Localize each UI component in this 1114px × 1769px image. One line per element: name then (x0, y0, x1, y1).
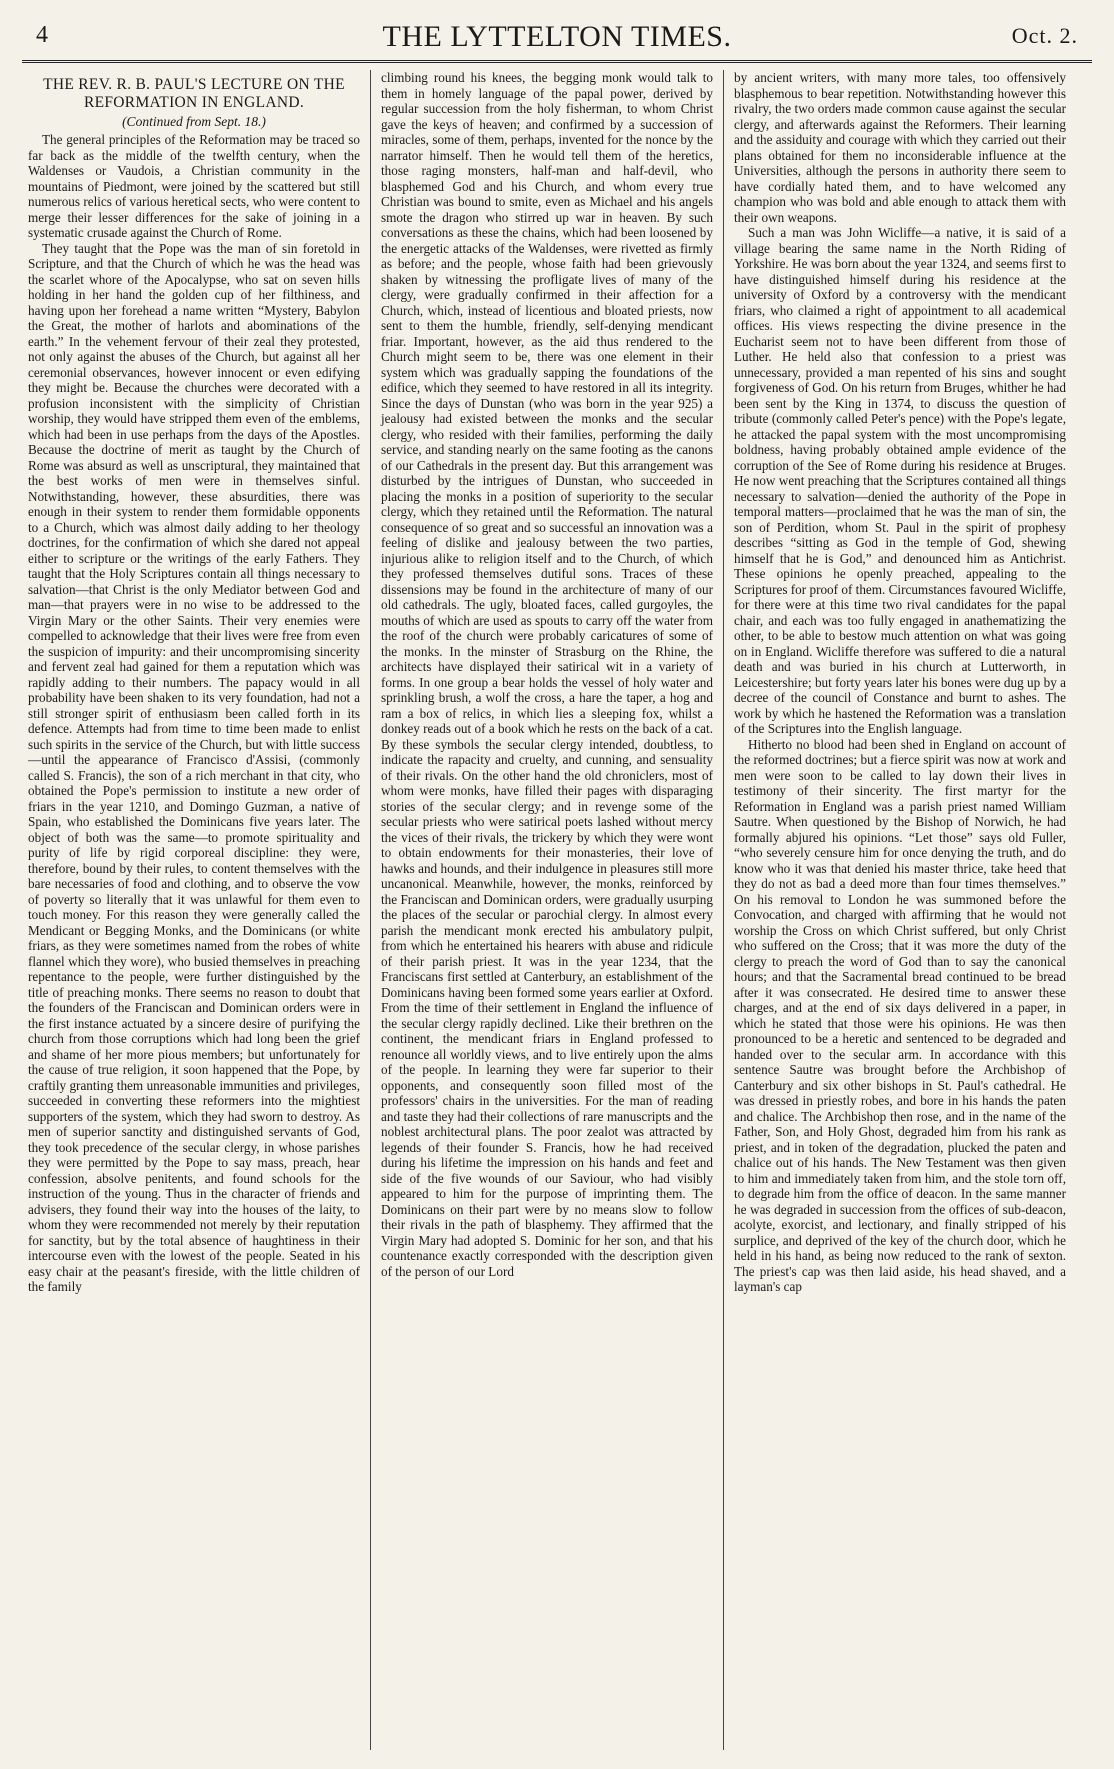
paragraph: They taught that the Pope was the man of sin foretold in Scripture, and that the Church of which he was the head was the scarlet whore of the Apocalypse, who sat on seven hills holding in her hand the golden cup of her filthiness, and having upon her forehead a name written “Mystery, Babylon the Great, the mother of harlots and abominations of the earth.” In the vehement fervour of their zeal they protested, not only against the abuses of the Church, but against all her ceremonial observances, however innocent or even edifying they might be. Because the churches were decorated with a profusion inconsistent with the simplicity of Christian worship, they would have stripped them even of the emblems, which had been in use perhaps from the days of the Apostles. Because the doctrine of merit as taught by the Church of Rome was absurd as well as unscriptural, they maintained that the best works of men were in themselves sinful. Notwithstanding, however, these absurdities, there was enough in their system to render them formidable opponents to a Church, which was almost daily adding to her theology doctrines, for the confirmation of which she dared not appeal either to scripture or the writings of the early Fathers. They taught that the Holy Scriptures contain all things necessary to salvation—that Christ is the only Mediator between God and man—that prayers were in no wise to be addressed to the Virgin Mary or the other Saints. Their very enemies were compelled to acknowledge that their lives were free from even the suspicion of impurity: and their uncompromising sincerity and fervent zeal had gained for them a reputation which was rapidly adding to their numbers. The papacy would in all probability have been shaken to its very foundation, had not a still stronger spirit of enthusiasm been called forth in its defence. Attempts had from time to time been made to enlist such spirits in the service of the Church, but with little success—until the appearance of Francisco d'Assisi, (commonly called S. Francis), the son of a rich merchant in that city, who obtained the Pope's permission to institute a new order of friars in the year 1210, and Domingo Guzman, a native of Spain, who established the Dominicans five years later. The object of both was the same—to promote spirituality and purity of life by rigid corporeal discipline: they were, therefore, bound by their rules, to content themselves with the bare necessaries of food and clothing, and to observe the vow of poverty so literally that it was unlawful for them even to touch money. For this reason they were generally called the Mendicant or Begging Monks, and the Dominicans (or white friars, as they were sometimes named from the robes of white flannel which they wore), who busied themselves in preaching repentance to the people, were further distinguished by the title of preaching monks. There seems no reason to doubt that the founders of the Franciscan and Dominican orders were in the first instance actuated by a sincere desire of purifying the church from those corruptions which had long been the grief and shame of her more pious members; but unfortunately for the cause of true religion, it soon happened that the Pope, by craftily granting them unreasonable immunities and privileges, succeeded in converting these reformers into the mightiest supporters of the system, which they had sworn to destroy. As men of superior sanctity and distinguished servants of God, they took precedence of the secular clergy, in whose parishes they were permitted by the Pope to say mass, preach, hear confession, absolve penitents, and found schools for the instruction of the young. Thus in the character of friends and advisers, they found their way into the houses of the laity, to whom they were recommended not merely by their reputation for sanctity, but by the total absence of haughtiness in their intercourse even with the lowest of the people. Seated in his easy chair at the peasant's fireside, with the little children of the family (28, 240, 360, 1294)
paragraph: climbing round his knees, the begging monk would talk to them in homely language of the papal power, derived by regular succession from the holy fisherman, to whom Christ gave the keys of heaven; and confirmed by a succession of miracles, some of them, perhaps, invented for the nonce by the narrator himself. Then he would tell them of the heretics, those raging monsters, half-man and half-devil, who blasphemed God and his Church, and whom every true Christian was bound to smite, even as Michael and his angels smote the dragon who stirred up war in heaven. By such conversations as these the chains, which had been loosened by the energetic attacks of the Waldenses, were rivetted as firmly as before; and the people, whose faith had been grievously shaken by witnessing the profligate lives of many of the clergy, were gradually confirmed in their affection for a Church, which, instead of licentious and bloated priests, now sent to them the humble, friendly, self-denying mendicant friar. Important, however, as the aid thus rendered to the Church might seem to be, there was one element in their system which was gradually sapping the foundations of the edifice, which they seemed to have restored in all its integrity. Since the days of Dunstan (who was born in the year 925) a jealousy had existed between the monks and the secular clergy, who resided with their families, performing the daily service, and standing nearly on the same footing as the canons of our Cathedrals in the present day. But this arrangement was disturbed by the intrigues of Dunstan, who succeeded in placing the monks in a position of superiority to the secular clergy, which they retained until the Reformation. The natural consequence of so great and so successful an innovation was a feeling of dislike and jealousy between the two parties, injurious alike to religion itself and to the Church, of which they professed themselves dutiful sons. Traces of these dissensions may be found in the architecture of many of our old cathedrals. The ugly, bloated faces, called gurgoyles, the mouths of which are used as spouts to carry off the water from the roof of the church were probably caricatures of some of the monks. In the minster of Strasburg on the Rhine, the architects have displayed their satirical wit in a variety of forms. In one group a bear holds the vessel of holy water and sprinkling brush, a wolf the cross, a hare the taper, a hog and ram a box of relics, in which lies a sleeping fox, whilst a donkey reads out of a book which he rests on the back of a cat. By these symbols the secular clergy intended, doubtless, to indicate the rapacity and cruelty, and cunning, and sensuality of their rivals. On the other hand the old chroniclers, most of whom were monks, have filled their pages with disparaging stories of the secular clergy; and in revenge some of the secular priests who were satirical poets lashed without mercy the vices of their rivals, the trickery by which they were wont to obtain endowments for their monasteries, their love of hawks and hounds, and their indulgence in pleasures still more uncanonical. Meanwhile, however, the monks, reinforced by the Franciscan and Dominican orders, were gradually usurping the places of the secular or parochial clergy. In almost every parish the mendicant monk erected his ambulatory pulpit, from which he entertained his hearers with abuse and ridicule of their parish priest. It was in the year 1234, that the Franciscans first settled at Canterbury, an establishment of the Dominicans having been formed some years earlier at Oxford. From the time of their settlement in England the influence of the secular clergy rapidly declined. Like their brethren on the continent, the mendicant friars in England professed to renounce all worldly views, and to live entirely upon the alms of the people. In learning they were far superior to their opponents, and consequently soon filled most of the professors' chairs in the universities. For the man of reading and taste they had their collections of rare manuscripts and the noblest architectural plans. The poor zealot was attracted by legends of their founder S. Francis, how he had received during his lifetime the impression on his hands and feet and side of the five wounds of our Saviour, who had visibly appeared to him for the purpose of imprinting them. The Dominicans on their part were by no means slow to follow their rivals in the path of blasphemy. They affirmed that the Virgin Mary had adopted S. Dominic for her son, and that his countenance exactly corresponded with the description given of the person of our Lord (381, 70, 713, 1279)
article-headline: THE REV. R. B. PAUL'S LECTURE ON THE REFORMATION IN ENGLAND. (43, 76, 345, 111)
article-columns (22, 70, 1092, 1750)
paragraph: Such a man was John Wicliffe—a native, it is said of a village bearing the same name in the North Riding of Yorkshire. He was born about the year 1324, and seems first to have distinguished himself during his residence at the university of Oxford by a controversy with the mendicant friars, who claimed a right of appointment to all academical offices. His views respecting the divine presence in the Eucharist seem not to have been different from those of Luther. He held also that confession to a priest was unnecessary, provided a man repented of his sins and sought forgiveness of God. On his return from Bruges, whither he had been sent by the King in 1374, to discuss the question of tribute (commonly called Peter's pence) with the Pope's legate, he attacked the papal system with the most uncompromising boldness, having probably obtained ample evidence of the corruption of the See of Rome during his residence at Bruges. He now went preaching that the Scriptures contained all things necessary to salvation—denied the authority of the Pope in temporal matters—proclaimed that he was the man of sin, the son of Perdition, whom St. Paul in the spirit of prophesy describes “sitting as God in the temple of God, shewing himself that he is God,” and denounced him as Antichrist. These opinions he openly preached, appealing to the Scriptures for proof of them. Circumstances favoured Wicliffe, for there were at this time two rival candidates for the papal chair, and each was too fully engaged in anathematizing the other, to be able to bestow much attention on what was going on in England. Wicliffe therefore was suffered to die a natural death and was buried in his church at Lutterworth, in Leicestershire; but forty years later his bones were dug up by a decree of the council of Constance and burnt to ashes. The work by which he hastened the Reformation was a translation of the Scriptures into the English language. (734, 225, 1066, 736)
column-2 (375, 70, 719, 1750)
column-rule (723, 70, 724, 1750)
column-1 (22, 70, 366, 1750)
paragraph: The general principles of the Reformation may be traced so far back as the middle of the twelfth century, when the Waldenses or Vaudois, a Christian community in the mountains of Piedmont, were joined by the scattered but still numerous relics of various heretical sects, who were content to merge their lesser differences for the sake of joining in a systematic crusade against the Church of Rome. (28, 132, 360, 240)
paragraph: Hitherto no blood had been shed in England on account of the reformed doctrines; but a fierce spirit was now at work and men were soon to be called to lay down their lives in testimony of their sincerity. The first martyr for the Reformation in England was a parish priest named William Sautre. When questioned by the Bishop of Norwich, he had formally abjured his opinions. “Let those” says old Fuller, “who severely censure him for once denying the truth, and do know who it was that denied his master thrice, take heed that they do not as bad a deed more than four times themselves.” On his removal to London he was summoned before the Convocation, and charged with affirming that he would not worship the Cross on which Christ suffered, but only Christ who suffered on the Cross; that it was more the duty of the clergy to preach the word of God than to say the canonical hours; and that the Sacramental bread continued to be bread after it was consecrated. He desired time to answer these charges, and at the end of six days delivered in a paper, in which he stated that those were his opinions. He was then pronounced to be a heretic and sentenced to be degraded and handed over to the secular arm. In accordance with this sentence Sautre was brought before the Archbishop of Canterbury and six other bishops in St. Paul's cathedral. He was dressed in priestly robes, and bore in his hands the paten and chalice. The Archbishop then rose, and in the name of the Father, Son, and Holy Ghost, degraded him from his rank as priest, and in token of the degradation, plucked the paten and chalice out of his hands. The New Testament was then given to him and immediately taken from him, and the stole torn off, to degrade him from the office of deacon. In the same manner he was degraded in succession from the offices of sub-deacon, acolyte, exorcist, and lectionary, and finally stripped of his surplice, and deprived of the key of the church door, which he held in his hand, as being now reduced to the rank of sexton. The priest's cap was then laid aside, his head shaved, and a layman's cap (734, 736, 1066, 1294)
column-3 (728, 70, 1072, 1750)
continued-note: (Continued from Sept. 18.) (122, 114, 266, 129)
newspaper-page (22, 14, 1092, 1754)
issue-date: Oct. 2. (1011, 23, 1078, 48)
newspaper-title: THE LYTTELTON TIMES. (382, 20, 732, 53)
column-rule (370, 70, 371, 1750)
masthead (22, 14, 1092, 63)
paragraph: by ancient writers, with many more tales, too offensively blasphemous to bear repetition. Notwithstanding however this rivalry, the two orders made common cause against the secular clergy, and afterwards against the Reformers. Their learning and the assiduity and courage with which they carried out their plans obtained for them no inconsiderable influence at the Universities, although the persons in authority there seem to have cordially hated them, and to have welcomed any champion who was bold and able enough to attack them with their own weapons. (734, 70, 1066, 225)
page-number: 4 (36, 22, 48, 48)
